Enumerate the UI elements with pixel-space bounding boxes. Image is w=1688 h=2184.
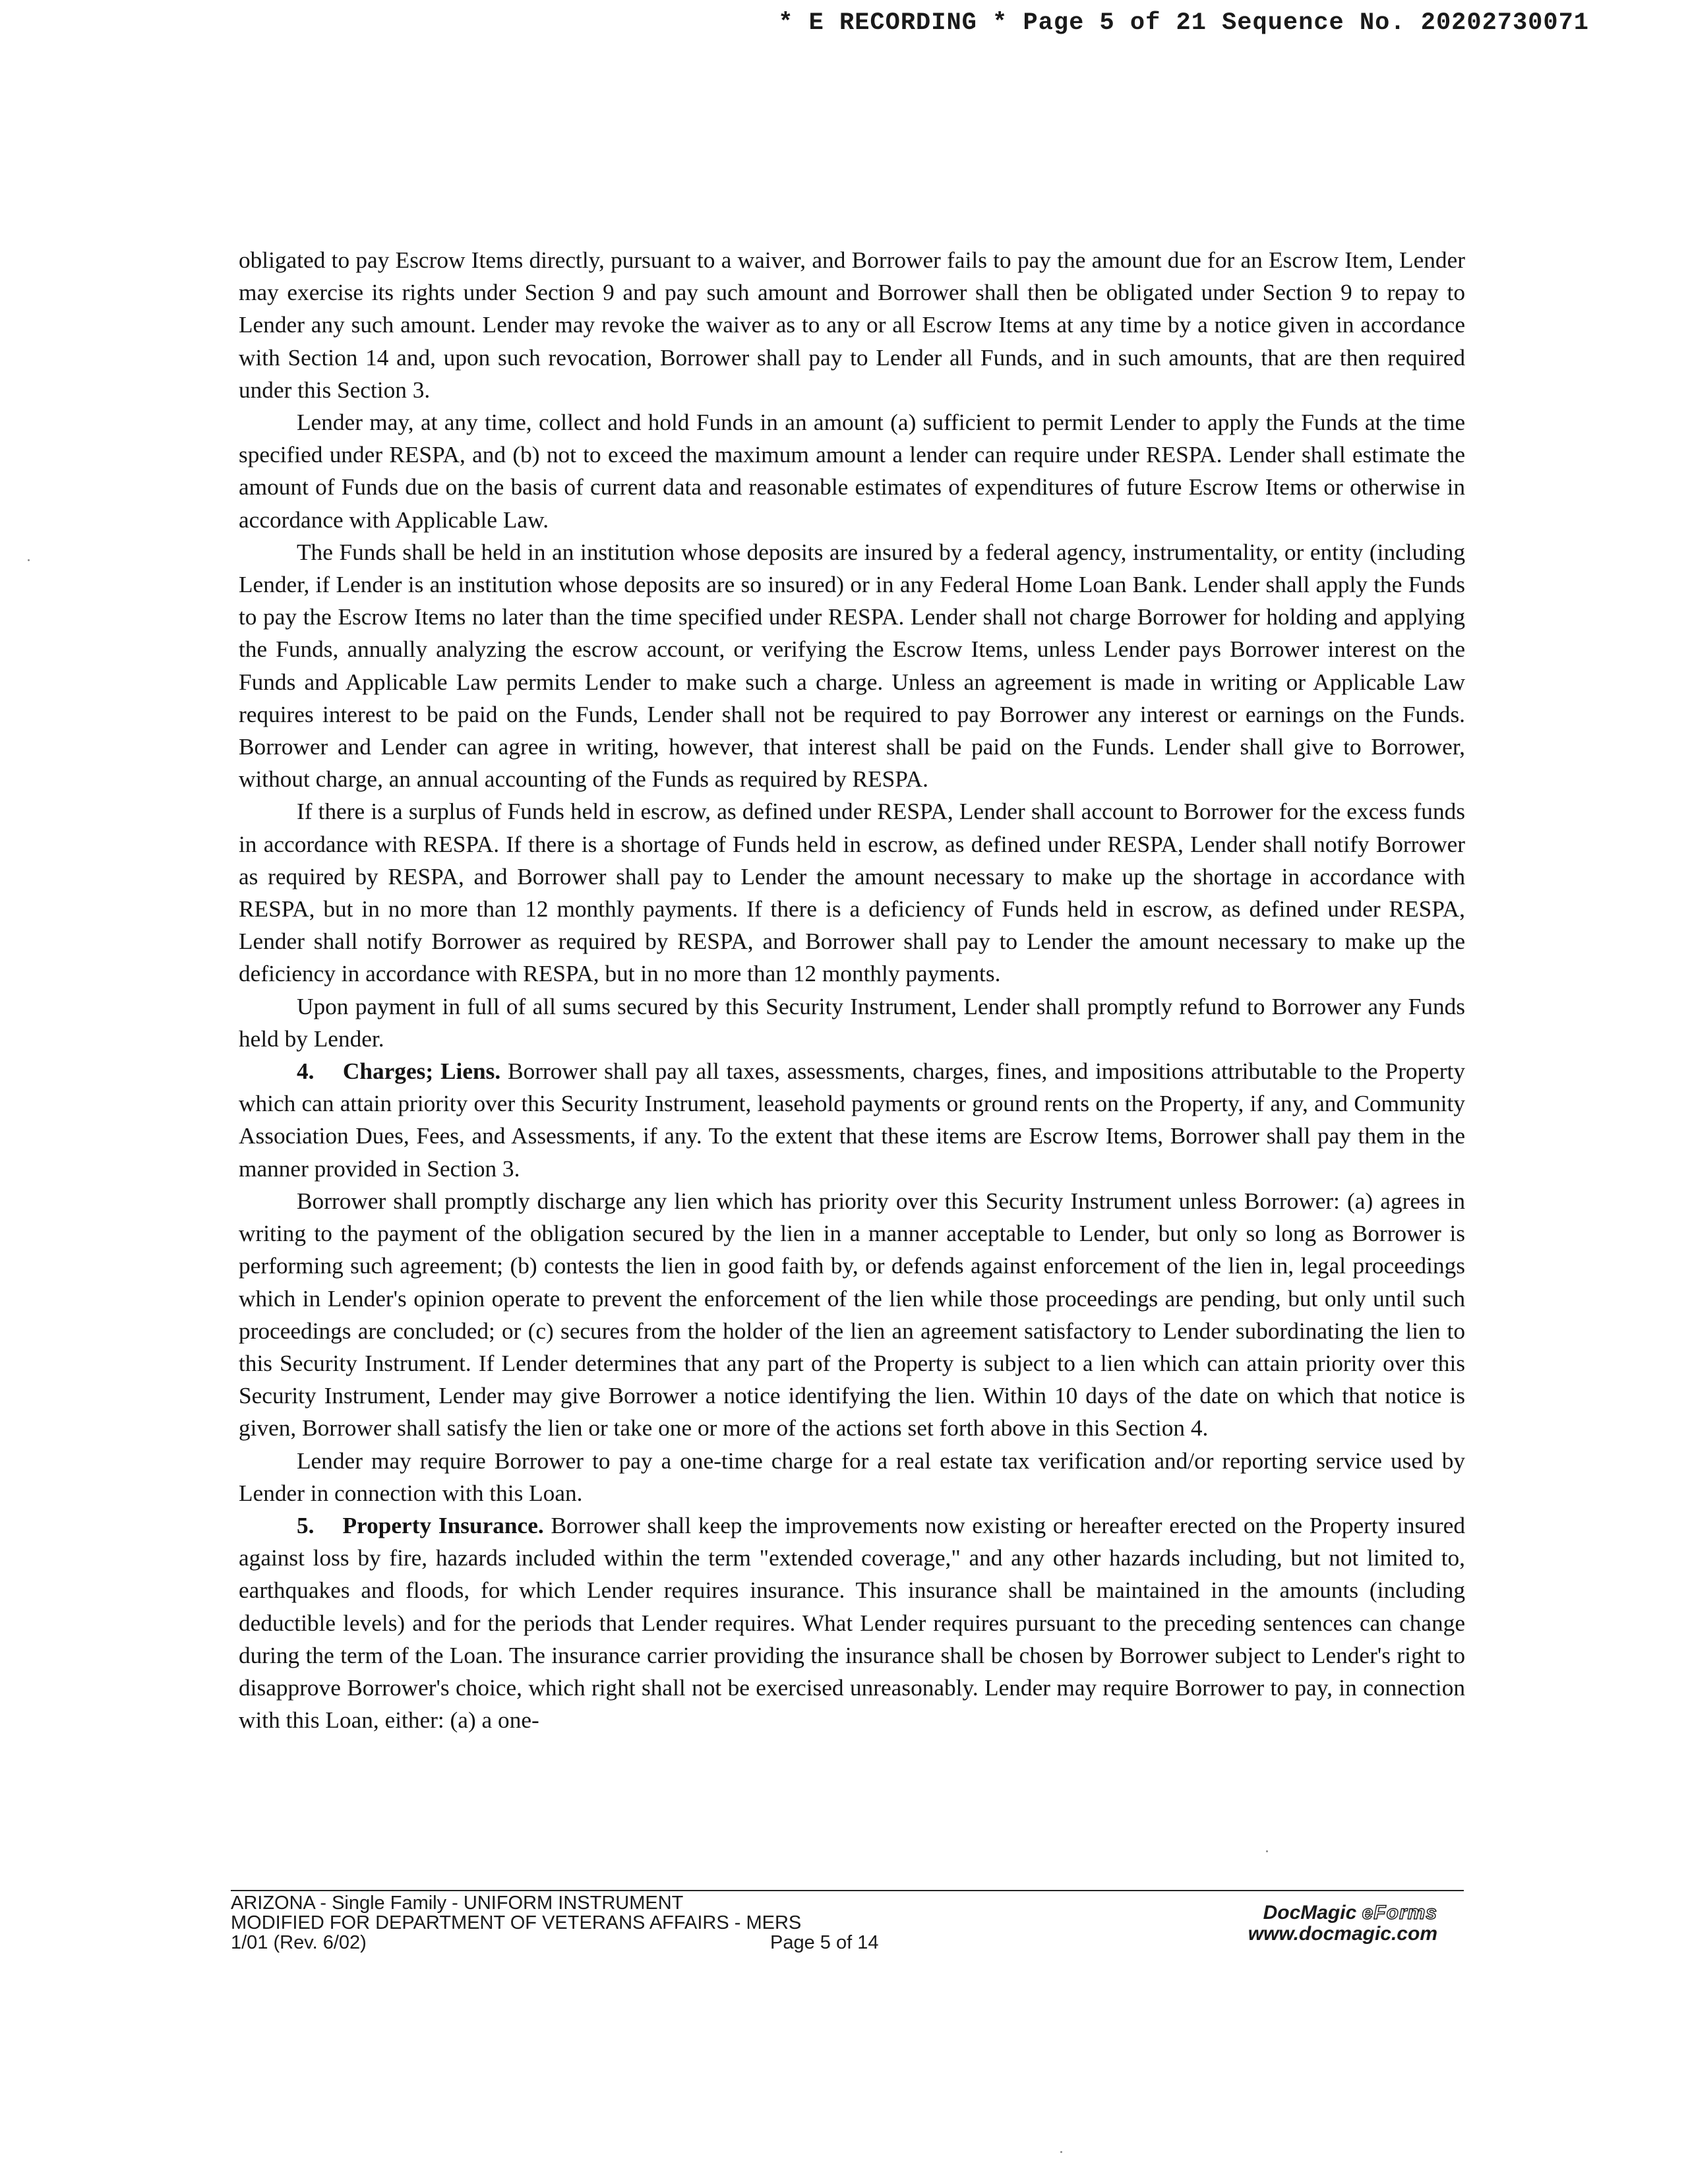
scan-speck: [28, 559, 30, 561]
section-text: Borrower shall keep the improvements now existing or hereafter erected on the Property insured against loss by fire, hazards included within the term "extended coverage," and any other hazards including, but not limited to, earthquakes and floods, for which Lender requires insurance. This insurance shall be maintained in the amounts (including deductible levels) and for the periods that Lender requires. What Lender requires pursuant to the preceding sentences can change during the term of the Loan. The insurance carrier providing the insurance shall be chosen by Borrower subject to Lender's right to disapprove Borrower's choice, which right shall not be exercised unreasonably. Lender may require Borrower to pay, in connection with this Loan, either: (a) a one-: [239, 1512, 1465, 1734]
brand-url: www.docmagic.com: [1248, 1923, 1437, 1945]
paragraph: Lender may require Borrower to pay a one-time charge for a real estate tax verification and/or reporting service used by Lender in connection with this Loan.: [239, 1447, 1465, 1506]
scan-speck: [1266, 1850, 1268, 1852]
section-5-paragraph: [239, 1509, 1465, 1736]
brand-name: DocMagic: [1263, 1902, 1357, 1924]
paragraph: Upon payment in full of all sums secured by this Security Instrument, Lender shall promptly refund to Borrower any Funds held by Lender.: [239, 993, 1465, 1052]
form-revision-line: 1/01 (Rev. 6/02): [231, 1932, 367, 1953]
section-heading: 4. Charges; Liens.: [297, 1058, 501, 1085]
scan-speck: [1060, 2151, 1062, 2153]
recording-stamp: * E RECORDING * Page 5 of 21 Sequence No. 20202730071: [778, 9, 1589, 37]
section-text: Borrower shall pay all taxes, assessments, charges, fines, and impositions attributable to the Property which can attain priority over this Security Instrument, leasehold payments or ground rents on the Property, if any, and Community Association Dues, Fees, and Assessments, if any. To the extent that these items are Escrow Items, Borrower shall pay them in the manner provided in Section 3.: [239, 1058, 1466, 1182]
form-footer: [231, 1893, 1464, 1953]
section-heading: 5. Property Insurance.: [297, 1512, 544, 1538]
docmagic-logo: [1248, 1902, 1437, 1945]
paragraph: The Funds shall be held in an institution whose deposits are insured by a federal agency, instrumentality, or entity (including Lender, if Lender is an institution whose deposits are so insured) or in any Federal Home Loan Bank. Lender shall apply the Funds to pay the Escrow Items no later than the time specified under RESPA. Lender shall not charge Borrower for holding and applying the Funds, annually analyzing the escrow account, or verifying the Escrow Items, unless Lender pays Borrower interest on the Funds and Applicable Law permits Lender to make such a charge. Unless an agreement is made in writing or Applicable Law requires interest to be paid on the Funds, Lender shall not be required to pay Borrower any interest or earnings on the Funds. Borrower and Lender can agree in writing, however, that interest shall be paid on the Funds. Lender shall give to Borrower, without charge, an annual accounting of the Funds as required by RESPA.: [239, 539, 1465, 793]
form-modification-line: MODIFIED FOR DEPARTMENT OF VETERANS AFFAIRS - MERS: [231, 1912, 802, 1933]
document-body: [239, 244, 1465, 1736]
paragraph: obligated to pay Escrow Items directly, pursuant to a waiver, and Borrower fails to pay the amount due for an Escrow Item, Lender may exercise its rights under Section 9 and pay such amount and Borrower shall then be obligated under Section 9 to repay to Lender any such amount. Lender may revoke the waiver as to any or all Escrow Items at any time by a notice given in accordance with Section 14 and, upon such revocation, Borrower shall pay to Lender all Funds, and in such amounts, that are then required under this Section 3.: [239, 247, 1465, 403]
paragraph: If there is a surplus of Funds held in escrow, as defined under RESPA, Lender shall account to Borrower for the excess funds in accordance with RESPA. If there is a shortage of Funds held in escrow, as defined under RESPA, Lender shall notify Borrower as required by RESPA, and Borrower shall pay to Lender the amount necessary to make up the shortage in accordance with RESPA, but in no more than 12 monthly payments. If there is a deficiency of Funds held in escrow, as defined under RESPA, Lender shall notify Borrower as required by RESPA, and Borrower shall pay to Lender the amount necessary to make up the deficiency in accordance with RESPA, but in no more than 12 monthly payments.: [239, 799, 1465, 987]
section-4-paragraph: [239, 1055, 1465, 1185]
footer-divider: [231, 1890, 1464, 1891]
paragraph: Borrower shall promptly discharge any lien which has priority over this Security Instrument unless Borrower: (a) agrees in writing to the payment of the obligation secured by the lien in a manner acceptable to Lender, but only so long as Borrower is performing such agreement; (b) contests the lien in good faith by, or defends against enforcement of the lien in, legal proceedings which in Lender's opinion operate to prevent the enforcement of the lien while those proceedings are pending, but only until such proceedings are concluded; or (c) secures from the holder of the lien an agreement satisfactory to Lender subordinating the lien to this Security Instrument. If Lender determines that any part of the Property is subject to a lien which can attain priority over this Security Instrument, Lender may give Borrower a notice identifying the lien. Within 10 days of the date on which that notice is given, Borrower shall satisfy the lien or take one or more of the actions set forth above in this Section 4.: [239, 1188, 1465, 1441]
form-state-line: ARIZONA - Single Family - UNIFORM INSTRUMENT: [231, 1893, 684, 1914]
page-number: Page 5 of 14: [770, 1932, 879, 1953]
paragraph: Lender may, at any time, collect and hold Funds in an amount (a) sufficient to permit Lender to apply the Funds at the time specified under RESPA, and (b) not to exceed the maximum amount a lender can require under RESPA. Lender shall estimate the amount of Funds due on the basis of current data and reasonable estimates of expenditures of future Escrow Items or otherwise in accordance with Applicable Law.: [239, 410, 1465, 533]
eforms-logo: eForms: [1362, 1902, 1437, 1924]
